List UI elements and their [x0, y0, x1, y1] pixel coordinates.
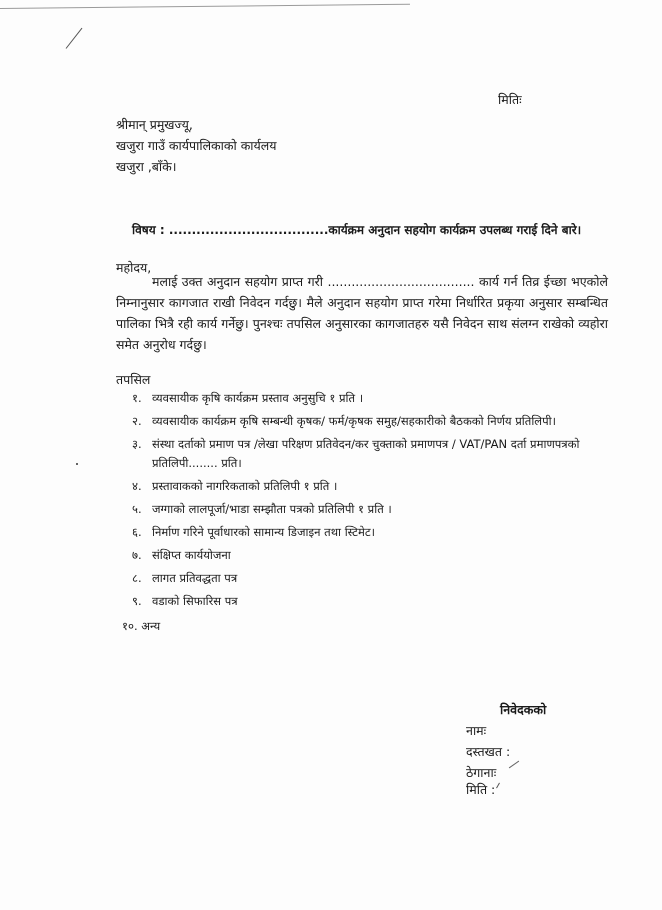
speck	[76, 463, 78, 465]
body-paragraph-text: मलाई उक्त अनुदान सहयोग प्राप्त गरी ..................................... कार्य गर्न तिव्र ईच्छा भएकोले निम्नानुसार कागजात राखी निवेदन गर्दछु। मैले अनुदान सहयोग प्राप्त गरेमा निर्धारित प्रकृया अनुसार सम्बन्धित पालिका भित्रै रही कार्य गर्नेछु। पुनश्चः तपसिल अनुसारका कागजातहरु यसै निवेदन साथ संलग्न राखेको व्यहोरा समेत अनुरोध गर्दछु।	[116, 274, 608, 352]
body-paragraph	[116, 271, 608, 355]
list-item	[122, 500, 592, 519]
list-item-text: संस्था दर्ताको प्रमाण पत्र /लेखा परिक्षण प्रतिवेदन/कर चुक्ताको प्रमाणपत्र / VAT/PAN दर्ता प्रमाणपत्रको प्रतिलिपी........ प्रति।	[152, 437, 580, 470]
list-item-number: ५.	[132, 502, 142, 516]
list-item-text: प्रस्तावाकको नागरिकताको प्रतिलिपी १ प्रति ।	[152, 479, 338, 493]
pen-stroke	[496, 783, 500, 789]
subject-line: विषय : ...................................कार्यक्रम अनुदान सहयोग कार्यक्रम उपलब्ध गराई दिने बारे।	[132, 223, 582, 237]
pen-mark	[66, 28, 83, 49]
list-item-text: संक्षिप्त कार्ययोजना	[152, 548, 231, 562]
applicant-date-label: मिति :	[466, 782, 496, 797]
applicant-signature-label: दस्तखत :	[466, 744, 511, 759]
list-item-text: निर्माण गरिने पूर्वाधारको सामान्य डिजाइन तथा स्टिमेट।	[152, 525, 375, 539]
list-item-text: लागत प्रतिवद्धता पत्र	[152, 571, 238, 585]
list-item-text: व्यवसायीक कृषि कार्यक्रम प्रस्ताव अनुसुचि १ प्रति ।	[152, 391, 364, 405]
addressee-line-1: श्रीमान् प्रमुखज्यू,	[116, 117, 193, 132]
list-item-number: ३.	[132, 437, 142, 451]
list-item-number: ४.	[132, 479, 142, 493]
list-item	[122, 546, 592, 565]
tapsil-heading: तपसिल	[116, 372, 151, 387]
list-item	[122, 435, 592, 473]
scan-edge-line	[0, 4, 410, 9]
applicant-heading: निवेदकको	[500, 702, 547, 717]
list-item-text: व्यवसायीक कार्यक्रम कृषि सम्बन्धी कृषक/ फर्म/कृषक समुह/सहकारीको बैठकको निर्णय प्रतिलिपी।	[152, 414, 556, 428]
applicant-name-label: नामः	[466, 723, 487, 738]
addressee-line-3: खजुरा ,बाँके।	[116, 159, 177, 174]
list-item-number: ७.	[132, 548, 142, 562]
list-item	[122, 477, 592, 496]
list-item-number: ९.	[132, 594, 142, 608]
salutation: महोदय,	[116, 260, 152, 275]
list-item-number: २.	[132, 414, 142, 428]
list-item	[122, 569, 592, 588]
list-item-text: वडाको सिफारिस पत्र	[152, 594, 238, 608]
list-item-number: १.	[132, 391, 142, 405]
applicant-address-label: ठेगानाः	[466, 765, 497, 780]
list-item-number: ८.	[132, 571, 142, 585]
list-item	[122, 523, 592, 542]
tapsil-list	[122, 389, 592, 640]
list-item	[122, 592, 592, 611]
list-item-text: जग्गाको लालपूर्जा/भाडा सम्झौता पत्रको प्रतिलिपी १ प्रति ।	[152, 502, 392, 516]
pen-stroke	[509, 761, 519, 769]
list-item-number: ६.	[132, 525, 142, 539]
list-item	[122, 389, 592, 408]
list-item-other: १०. अन्य	[122, 619, 161, 633]
date-label: मितिः	[498, 92, 522, 107]
list-item	[122, 412, 592, 431]
addressee-line-2: खजुरा गाउँ कार्यपालिकाको कार्यलय	[116, 138, 277, 153]
